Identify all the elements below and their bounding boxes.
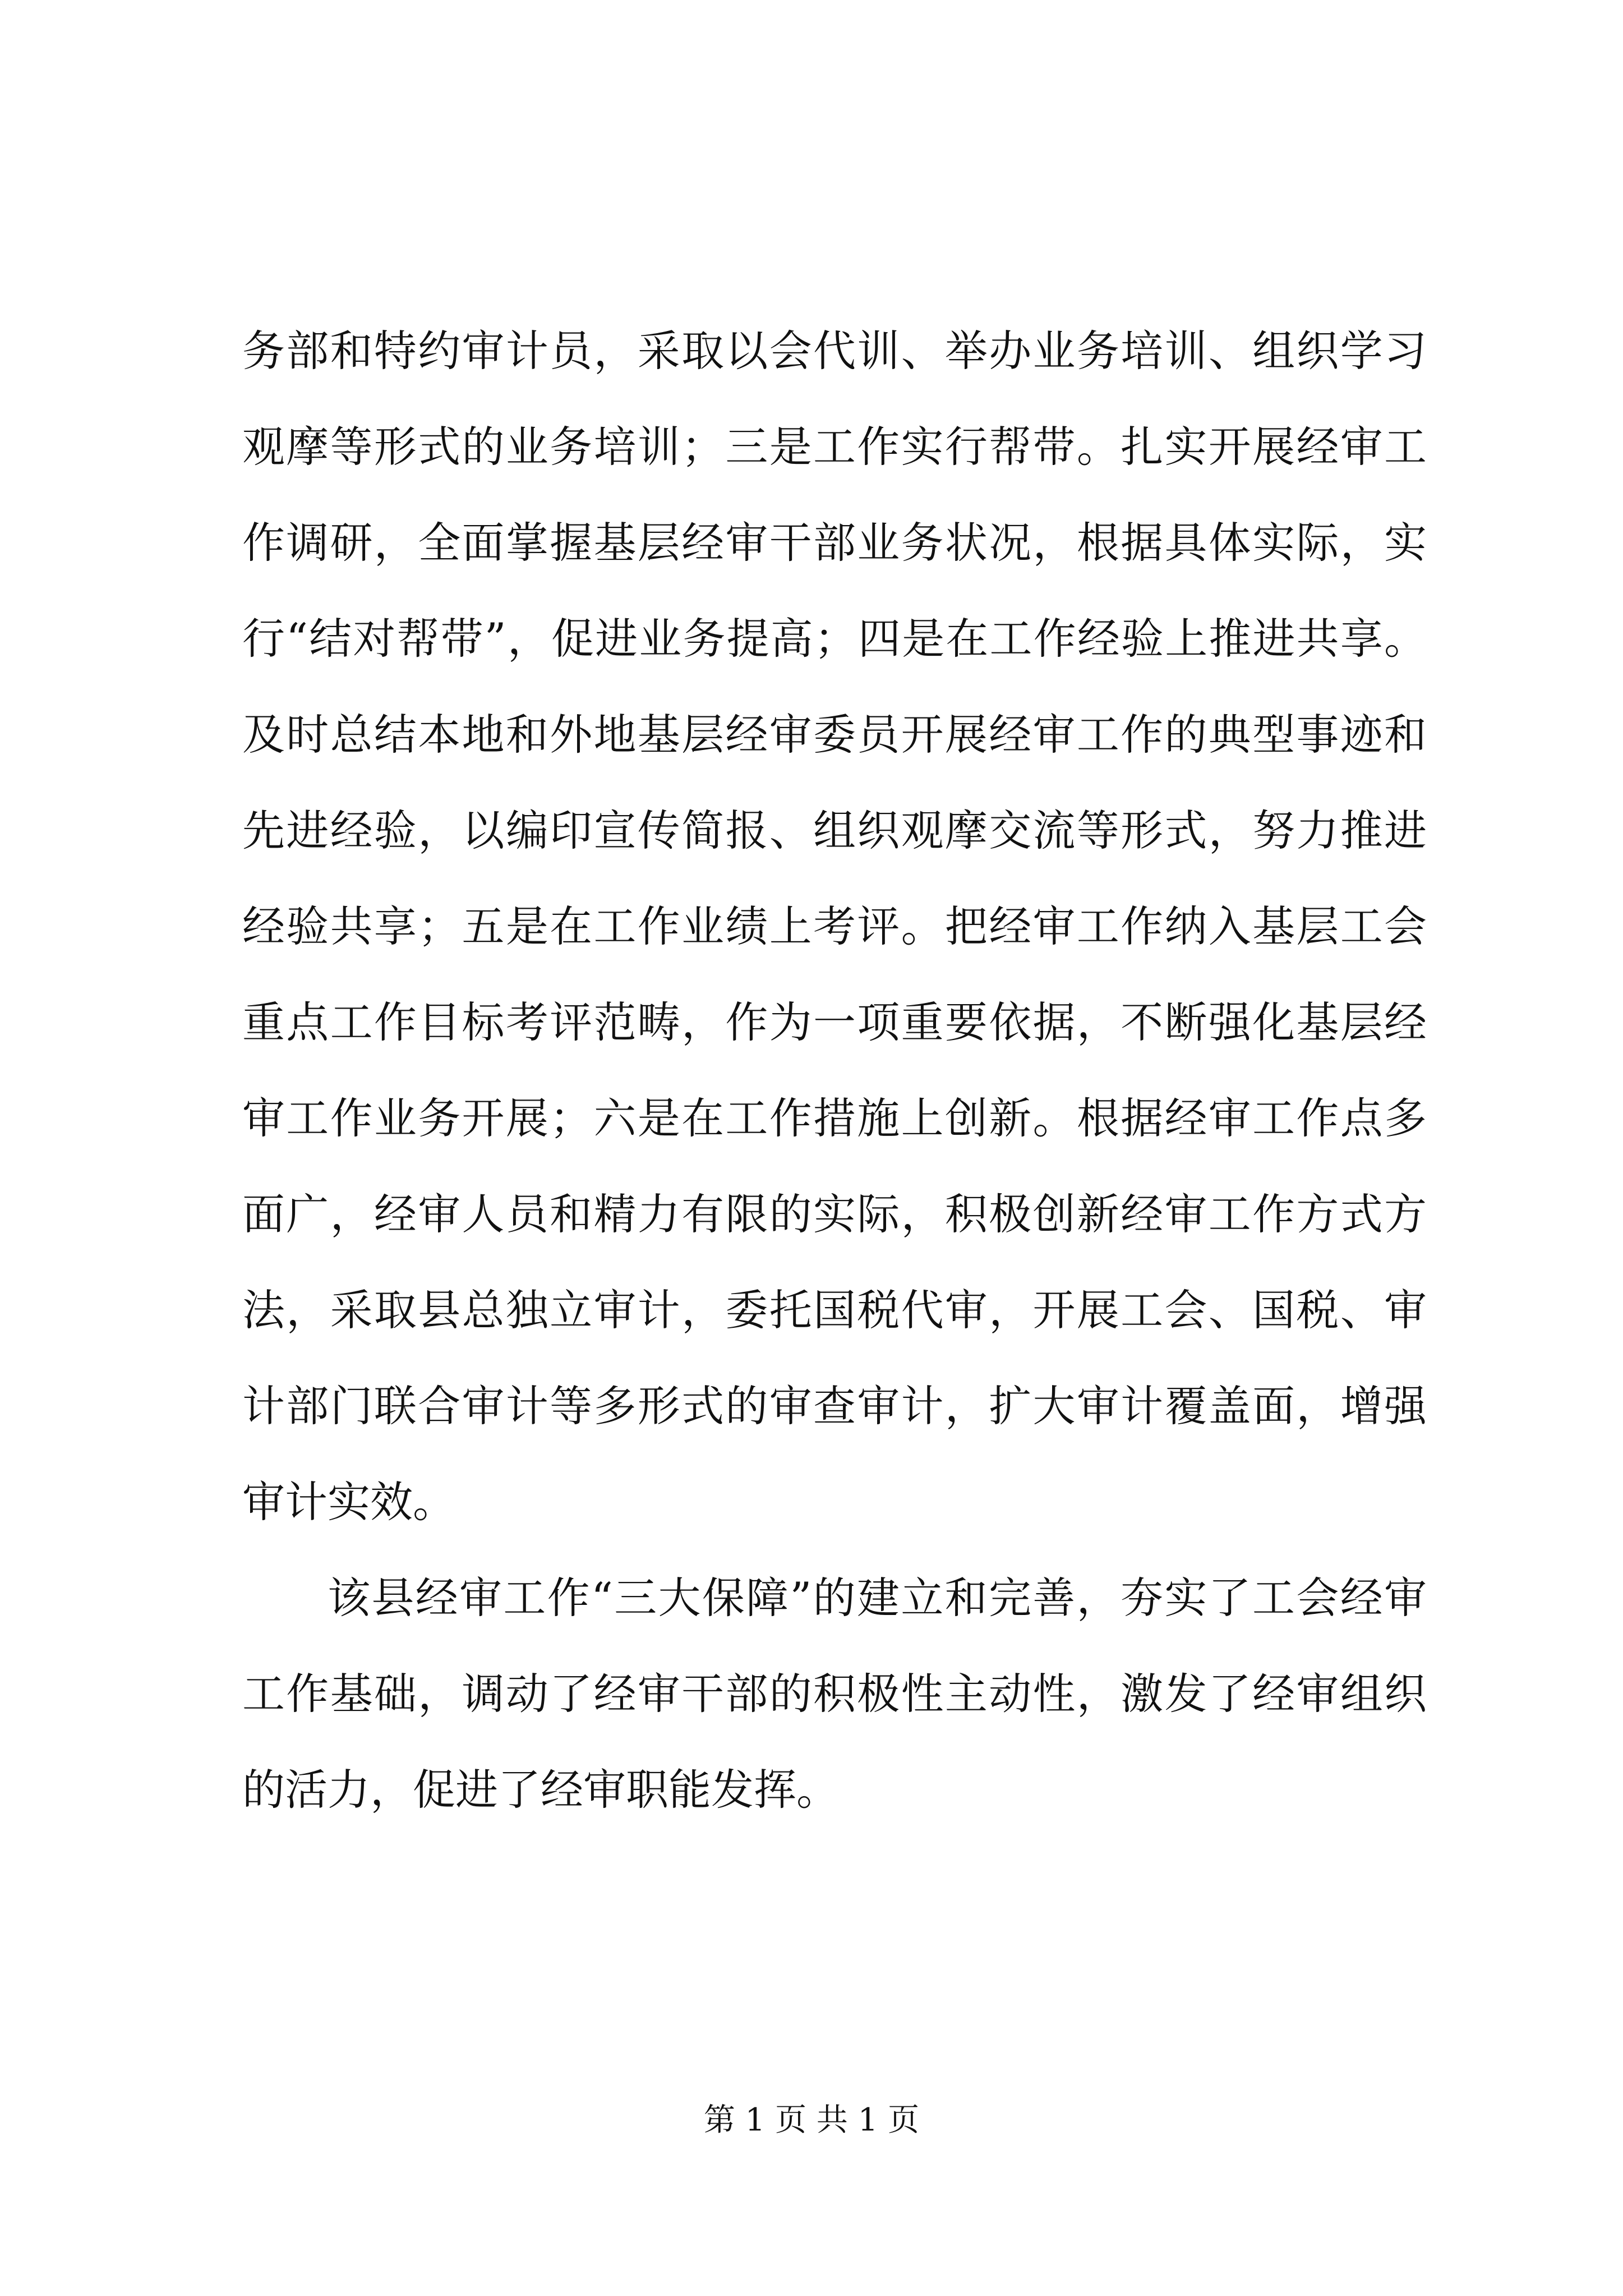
paragraph-continuation: 务部和特约审计员，采取以会代训、举办业务培训、组织学习观摩等形式的业务培训；三是工作实行帮带。扎实开展经审工作调研，全面掌握基层经审干部业务状况，根据具体实际，实行“结对帮带”，促进业务提高；四是在工作经验上推进共享。及时总结本地和外地基层经审委员开展经审工作的典型事迹和先进经验，以编印宣传简报、组织观摩交流等形式，努力推进经验共享；五是在工作业绩上考评。把经审工作纳入基层工会重点工作目标考评范畴，作为一项重要依据，不断强化基层经审工作业务开展；六是在工作措施上创新。根据经审工作点多面广，经审人员和精力有限的实际，积极创新经审工作方式方法，采取县总独立审计，委托国税代审，开展工会、国税、审计部门联合审计等多形式的审查审计，扩大审计覆盖面，增强审计实效。 (242, 326, 1427, 1527)
paragraph-conclusion: 该县经审工作“三大保障”的建立和完善，夯实了工会经审工作基础，调动了经审干部的积极性主动性，激发了经审组织的活力，促进了经审职能发挥。 (242, 1573, 1427, 1815)
page-number-footer: 第 1 页 共 1 页 (703, 2102, 920, 2138)
document-body (242, 303, 1427, 1838)
